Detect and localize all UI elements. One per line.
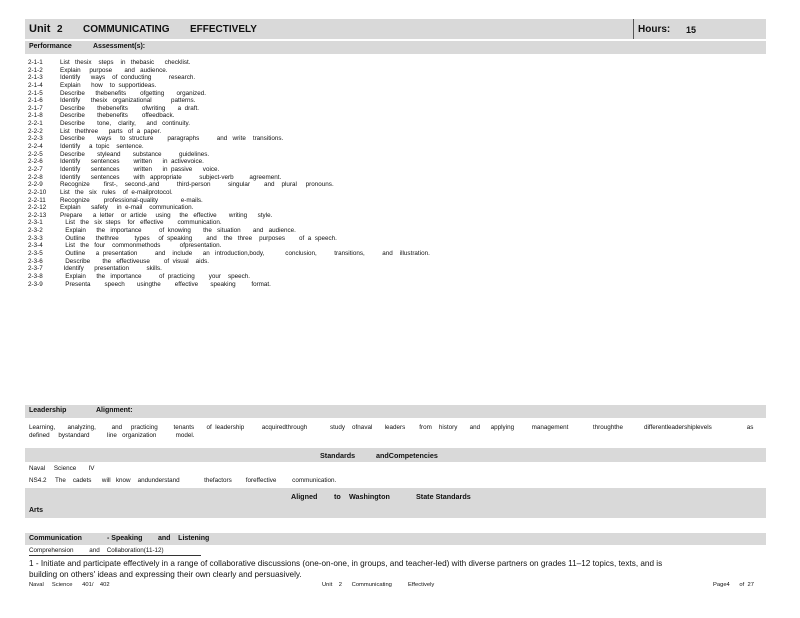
objective-code: 2-3-3 [28,234,43,242]
objective-code: 2-1-4 [28,81,43,89]
objective-text: Describe thebenefits ofwriting a draft. [60,104,199,112]
objective-row [28,90,768,98]
communication-subtitle: - Speaking and Listening [107,535,210,542]
aligned-label: Aligned [291,492,318,501]
objective-code: 2-2-1 [28,120,43,128]
objective-code: 2-2-5 [28,150,43,158]
ns-text: The cadets will know andunderstand thefactors foreffective communication. [55,477,337,484]
objective-row [28,212,768,220]
footer-left: Naval Science 401/ 402 [29,582,110,588]
objective-text: Explain the importance of practicing your speech. [60,272,251,280]
objective-code: 2-2-7 [28,165,43,173]
objective-text: Identify thesix organizational patterns. [60,97,196,105]
state-standards-label: State Standards [416,492,471,501]
objective-code: 2-1-2 [28,66,43,74]
hours-divider [633,19,634,39]
objective-text: List thesix steps in thebasic checklist. [60,59,191,66]
objective-row [28,120,768,128]
objective-row [28,151,768,159]
objective-row [28,181,768,189]
objective-code: 2-2-10 [28,188,47,196]
communication-label: Communication [29,535,82,542]
objective-text: Describe ways to structure paragraphs and write transitions. [60,135,284,143]
objective-code: 2-3-4 [28,242,43,250]
objective-text: Prepare a letter or article using the effective writing style. [60,211,273,219]
objective-code: 2-2-4 [28,143,43,151]
objective-row [28,242,768,250]
objective-text: Describe tone, clarity, and continuity. [60,120,190,128]
objective-text: Describe styleand substance guidelines. [60,150,210,158]
leadership-text-line-1: Learning, analyzing, and practicing tenants of leadership acquiredthrough study ofnaval leaders from history and applying management throughthe differentleadershiplevels as [29,424,754,431]
hours-label: Hours: [638,24,671,35]
objective-row [28,219,768,227]
objective-code: 2-3-6 [28,257,43,265]
leadership-bar [25,405,766,418]
standards-title-1: Standards [320,451,356,460]
objective-text: Explain how to supportideas. [60,81,157,89]
objective-code: 2-3-2 [28,227,43,235]
hours-value: 15 [686,25,697,35]
objective-code: 2-1-3 [28,74,43,82]
objective-row [28,174,768,182]
ns-code: NS4.2 [29,477,47,484]
objective-row [28,82,768,90]
objective-row [28,258,768,266]
objective-code: 2-2-8 [28,173,43,181]
objective-row [28,235,768,243]
objective-text: Presenta speech usingthe effective speaking format. [60,280,271,288]
alignment-label: Alignment: [96,407,133,414]
objective-text: Identify sentences written in activevoice. [60,158,204,166]
leadership-label: Leadership [29,407,67,414]
objective-code: 2-1-1 [28,59,43,66]
objective-code: 2-3-7 [28,265,43,273]
assessment-label: Assessment(s): [93,43,146,50]
objective-row [28,273,768,281]
washington-label: Washington [349,492,390,501]
objective-code: 2-2-9 [28,181,43,189]
standard-text-line-1: 1 - Initiate and participate effectively in a range of collaborative discussions (one-on-one, in groups, and teacher-led) with diverse partners on grades 11–12 topics, texts, and is [29,559,663,568]
objective-code: 2-3-1 [28,219,43,227]
objective-code: 2-1-8 [28,112,43,120]
objective-row [28,281,768,289]
objective-row [28,197,768,205]
objective-row [28,166,768,174]
objective-row [28,189,768,197]
objective-text: Outline a presentation and include an introduction,body, conclusion, transitions, and illustration. [60,250,430,258]
objective-text: Recognize professional-quality e-mails. [60,196,203,204]
objective-row [28,250,768,258]
objective-row [28,112,768,120]
objective-text: List the six steps for effective communication. [60,219,222,227]
unit-title-word-1: COMMUNICATING [83,24,170,35]
objective-text: List thethree parts of a paper. [60,127,162,135]
objective-row [28,74,768,82]
objective-row [28,59,768,67]
objective-code: 2-2-11 [28,196,46,204]
objectives-list [28,59,768,288]
objective-text: Identify ways of conducting research. [60,74,196,82]
objective-row [28,67,768,75]
objective-text: Identify presentation skills. [60,265,162,273]
objective-code: 2-3-9 [28,280,43,288]
leadership-text-line-2: defined bystandard line organization model. [29,432,195,439]
unit-title-word-2: EFFECTIVELY [190,24,257,35]
objective-row [28,105,768,113]
objective-text: Identify sentences with appropriate subject-verb agreement. [60,173,282,181]
objective-code: 2-2-2 [28,127,43,135]
objective-text: Outline thethree types of speaking and the three purposes of a speech. [60,234,337,242]
objective-text: Explain the importance of knowing the situation and audience. [60,227,296,235]
objective-code: 2-2-13 [28,211,47,219]
objective-text: Explain purpose and audience. [60,66,168,74]
objective-code: 2-2-12 [28,204,47,212]
objective-code: 2-3-8 [28,272,43,280]
objective-row [28,135,768,143]
objective-code: 2-1-7 [28,104,43,112]
to-label: to [334,492,341,501]
objective-text: Identify sentences written in passive voice. [60,165,220,173]
objective-text: Recognize first-, second-,and third-person singular and plural pronouns. [60,181,334,189]
standards-title-2: andCompetencies [376,451,438,460]
objective-row [28,227,768,235]
objective-row [28,143,768,151]
objective-row [28,265,768,273]
objective-text: Describe thebenefits offeedback. [60,112,175,120]
washington-bar [25,488,766,518]
objective-row [28,204,768,212]
comprehension-underline [29,555,201,556]
objective-text: List the four commonmethods ofpresentation. [60,242,222,250]
comprehension-heading: Comprehension and Collaboration(11-12) [29,547,164,554]
objective-row [28,158,768,166]
naval-science-label: Naval Science IV [29,465,95,472]
footer-middle: Unit 2 Communicating Effectively [322,582,435,588]
objective-code: 2-2-6 [28,158,43,166]
objective-code: 2-1-6 [28,97,43,105]
objective-code: 2-1-5 [28,89,43,97]
objective-text: Describe the effectiveuse of visual aids. [60,257,209,265]
objective-text: Identify a topic sentence. [60,143,144,151]
unit-number: 2 [57,24,63,35]
standard-text-line-2: building on others' ideas and expressing their own clearly and persuasively. [29,570,302,579]
performance-label: Performance [29,43,72,50]
objective-code: 2-2-3 [28,135,43,143]
unit-label: Unit [29,23,51,35]
objective-code: 2-3-5 [28,250,43,258]
arts-label: Arts [29,507,44,514]
objective-row [28,128,768,136]
objective-text: Explain safety in e-mail communication. [60,204,194,212]
objective-text: Describe thebenefits ofgetting organized. [60,89,206,97]
objective-text: List the six rules of e-mailprotocol. [60,188,173,196]
footer-page-number: Page4 of 27 [713,582,754,588]
objective-row [28,97,768,105]
